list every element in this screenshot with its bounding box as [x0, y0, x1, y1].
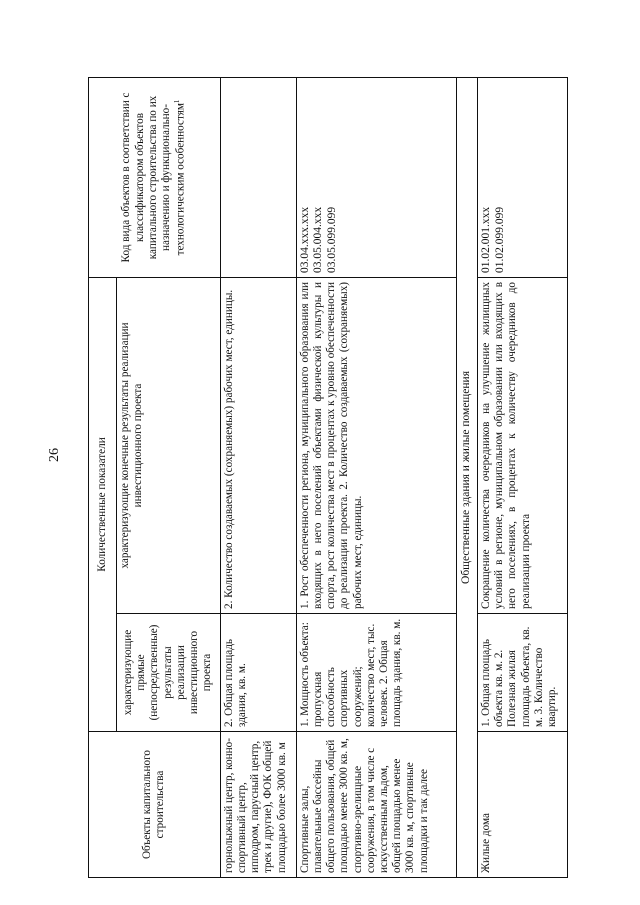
row2-codes — [296, 77, 456, 277]
row3-final: Сокращение количества очередников на улучшение жилищных условий в регионе, муниципальном образовании или входящих в него поселениях, в процентах к количеству очередников до реализации проекта — [477, 277, 567, 613]
row1-direct: 2. Общая площадь здания, кв. м. — [220, 614, 296, 732]
rotated-table-container — [88, 78, 568, 878]
row3-object: Жилые дома — [477, 732, 567, 878]
header-final: характеризующие конечные результаты реализации инвестиционного проекта — [116, 277, 220, 613]
row3-code-2: 01.02.099.099 — [493, 206, 506, 273]
row1-object: горнолыжный центр, конно-спортивный центр, ипподром, парусный центр, трек и другие), ФОК общей площадью более 3000 кв. м — [220, 732, 296, 878]
page-number: 26 — [47, 448, 62, 462]
row1-final: 2. Количество создаваемых (сохраняемых) рабочих мест, единицы. — [220, 277, 296, 613]
row2-code-3: 03.05.099.099 — [325, 206, 338, 273]
header-code-text: Код вида объектов в соответствии с классификатором объектов капитального строительства по их назначению и функционально-технологическим особенностям — [120, 92, 188, 263]
row3-direct: 1. Общая площадь объекта кв. м. 2. Полезная жилая площадь объекта, кв. м. 3. Количество квартир. — [477, 614, 567, 732]
row2-object: Спортивные залы, плавательные бассейны общего пользования, общей площадью менее 3000 кв. м, спортивно-зрелищные сооружения, в том числе с искусственным льдом, общей площадью менее 3000 кв. м, спортивные площадки и так далее — [296, 732, 456, 878]
row2-code-1: 03.04.ххх.ххх — [298, 206, 311, 273]
row2-direct: 1. Мощность объекта: пропускная способность спортивных сооружений; количество мест, тыс. человек. 2. Общая площадь здания, кв. м. — [296, 614, 456, 732]
header-code-footnote: 1 — [173, 99, 182, 104]
row2-final: 1. Рост обеспеченности региона, муниципального образования или входящих в него поселений объектами физической культуры и спорта, рост количества мест в процентах к уровню обеспеченности до реализации проекта. 2. Количество создаваемых (сохраняемых) рабочих мест, единицы. — [296, 277, 456, 613]
header-quantitative: Количественные показатели — [89, 277, 117, 731]
row3-codes — [477, 77, 567, 277]
section-title: Общественные здания и жилые помещения — [456, 77, 477, 877]
row1-codes — [220, 77, 296, 277]
header-direct: характеризующие прямые (непосредственные) результаты реализации инвестиционного проекта — [116, 614, 220, 732]
indicators-table — [88, 77, 568, 878]
row3-code-1: 01.02.001.ххх — [479, 206, 492, 273]
row2-code-2: 03.05.004.ххх — [312, 206, 325, 273]
header-objects: Объекты капитального строительства — [89, 732, 221, 878]
header-code — [89, 77, 221, 277]
